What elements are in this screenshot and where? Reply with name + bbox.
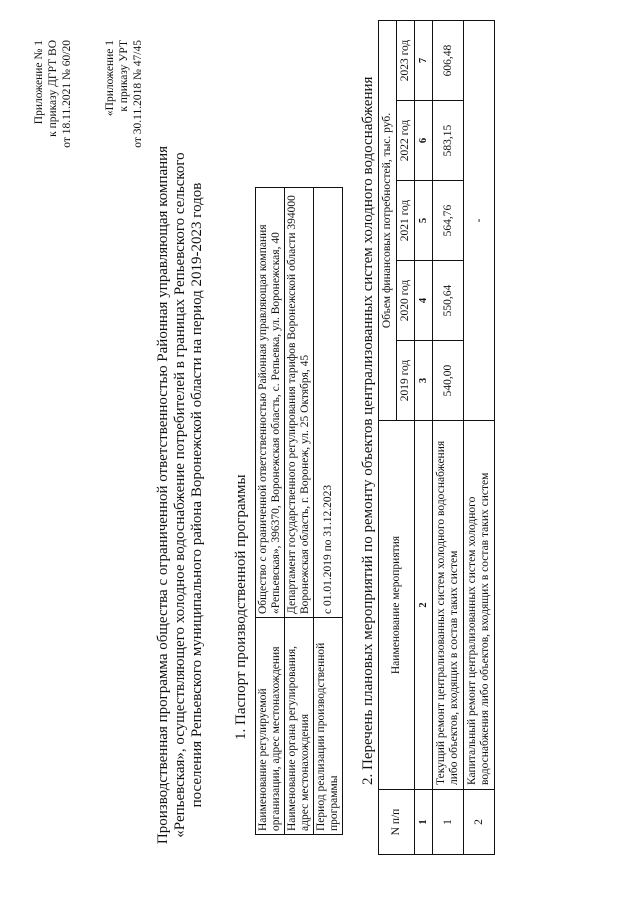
row-dash: -: [464, 21, 495, 421]
index-row: [415, 21, 433, 855]
title-line-1: Производственная программа общества с ограниченной ответственностью Районная управляющая компания: [155, 145, 171, 845]
passport-row: [285, 188, 314, 835]
annex-1-line-2: к приказу ДГРТ ВО: [47, 40, 59, 137]
document-title: [155, 125, 206, 865]
header-year: 2021 год: [397, 181, 415, 261]
annex-note-1: [32, 40, 74, 148]
passport-row: [256, 188, 285, 835]
header-year: 2019 год: [397, 341, 415, 421]
row-value: 550,64: [433, 261, 464, 341]
row-name: Капитальный ремонт централизованных систем холодного водоснабжения либо объектов, входящих в состав таких систем: [464, 421, 495, 790]
passport-value: Общество с ограниченной ответственностью Районная управляющая компания «Репьевская», 396370, Воронежская область, с. Репьевка, ул. Воронежская, 40: [256, 188, 285, 618]
passport-value: Департамент государственного регулирования тарифов Воронежской области 394000 Воронежская область, г. Воронеж, ул. 25 Октября, 45: [285, 188, 314, 618]
header-num: N п/п: [379, 790, 415, 855]
passport-value: с 01.01.2019 по 31.12.2023: [314, 188, 343, 618]
title-line-2: «Репьевская», осуществляющего холодное водоснабжение потребителей в границах Репьевского сельского: [172, 152, 188, 838]
index-cell: 7: [415, 21, 433, 101]
annex-1-line-3: от 18.11.2021 № 60/20: [61, 40, 73, 148]
passport-key: Период реализации производственной программы: [314, 618, 343, 835]
header-year: 2023 год: [397, 21, 415, 101]
row-num: 1: [433, 790, 464, 855]
index-cell: 5: [415, 181, 433, 261]
row-value: 564,76: [433, 181, 464, 261]
header-year: 2020 год: [397, 261, 415, 341]
index-cell: 2: [415, 421, 433, 790]
section-1-heading: 1. Паспорт производственной программы: [233, 474, 249, 740]
passport-key: Наименование органа регулирования, адрес местонахождения: [285, 618, 314, 835]
title-line-3: поселения Репьевского муниципального района Воронежской области на период 2019-2023 годов: [189, 182, 205, 808]
row-value: 606,48: [433, 21, 464, 101]
annex-2-line-1: «Приложение 1: [104, 40, 116, 117]
passport-table: [255, 187, 343, 835]
annex-2-line-2: к приказу УРТ: [118, 40, 130, 112]
index-cell: 3: [415, 341, 433, 421]
section-2-heading: 2. Перечень плановых мероприятий по ремонту объектов централизованных систем холодного водоснабжения: [360, 76, 376, 785]
table-row: [433, 21, 464, 855]
header-volume: Объем финансовых потребностей, тыс. руб.: [379, 21, 397, 421]
row-name: Текущий ремонт централизованных систем холодного водоснабжения либо объектов, входящих в состав таких систем: [433, 421, 464, 790]
row-value: 583,15: [433, 101, 464, 181]
annex-note-2: [103, 40, 145, 148]
index-cell: 1: [415, 790, 433, 855]
annex-2-line-3: от 30.11.2018 № 47/45: [132, 40, 144, 148]
repair-plan-table: [378, 20, 495, 855]
header-year: 2022 год: [397, 101, 415, 181]
row-value: 540,00: [433, 341, 464, 421]
header-row: [379, 21, 397, 855]
index-cell: 4: [415, 261, 433, 341]
table-row: [464, 21, 495, 855]
row-num: 2: [464, 790, 495, 855]
passport-key: Наименование регулируемой организации, адрес местонахождения: [256, 618, 285, 835]
passport-row: [314, 188, 343, 835]
index-cell: 6: [415, 101, 433, 181]
header-name: Наименование мероприятия: [379, 421, 415, 790]
annex-1-line-1: Приложение № 1: [33, 40, 45, 125]
